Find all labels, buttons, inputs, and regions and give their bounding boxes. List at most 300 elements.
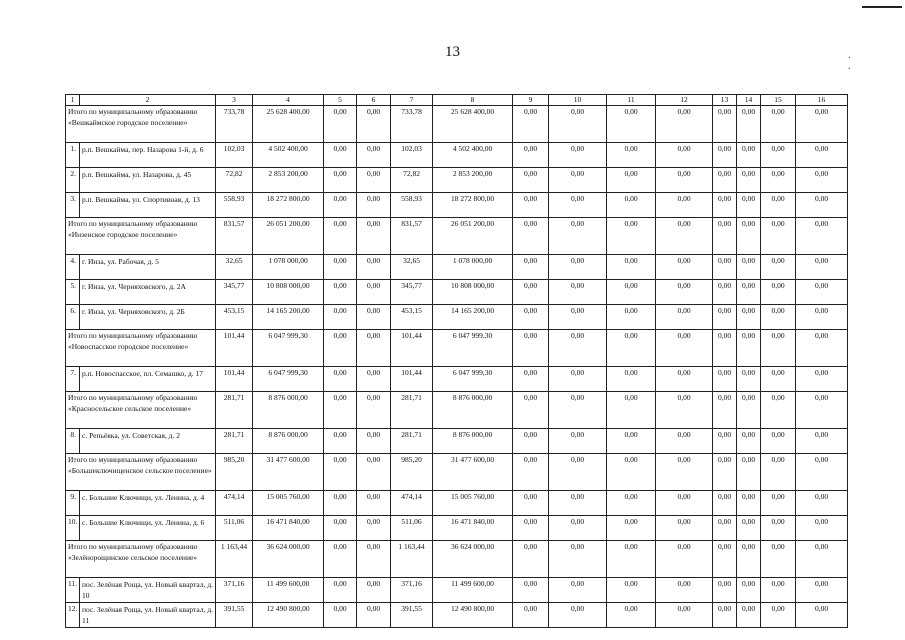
value-cell: 831,57 [216, 218, 253, 255]
value-cell: 0,00 [761, 168, 796, 193]
value-cell: 0,00 [549, 541, 607, 578]
value-cell: 0,00 [761, 367, 796, 392]
value-cell: 0,00 [713, 603, 737, 628]
address: р.п. Новоспасское, пл. Семашко, д. 17 [80, 367, 216, 392]
value-cell: 0,00 [607, 429, 656, 454]
address: с. Большие Ключищи, ул. Ленина, д. 4 [80, 491, 216, 516]
table-row [66, 143, 848, 168]
value-cell: 0,00 [656, 193, 713, 218]
value-cell: 102,03 [391, 143, 433, 168]
value-cell: 0,00 [513, 168, 549, 193]
value-cell: 0,00 [549, 367, 607, 392]
value-cell: 0,00 [324, 578, 357, 603]
value-cell: 31 477 600,00 [253, 454, 324, 491]
value-cell: 0,00 [656, 578, 713, 603]
value-cell: 0,00 [761, 106, 796, 143]
value-cell: 0,00 [324, 491, 357, 516]
value-cell: 0,00 [713, 367, 737, 392]
value-cell: 18 272 800,00 [253, 193, 324, 218]
value-cell: 0,00 [607, 218, 656, 255]
value-cell: 0,00 [357, 106, 391, 143]
value-cell: 0,00 [324, 330, 357, 367]
address: г. Инза, ул. Рабочая, д. 5 [80, 255, 216, 280]
value-cell: 0,00 [357, 491, 391, 516]
value-cell: 0,00 [607, 255, 656, 280]
value-cell: 281,71 [216, 429, 253, 454]
page-number: 13 [445, 44, 460, 60]
value-cell: 0,00 [357, 168, 391, 193]
value-cell: 0,00 [737, 578, 761, 603]
value-cell: 0,00 [607, 541, 656, 578]
value-cell: 101,44 [216, 330, 253, 367]
value-cell: 0,00 [761, 143, 796, 168]
value-cell: 0,00 [737, 168, 761, 193]
value-cell: 0,00 [549, 330, 607, 367]
value-cell: 0,00 [513, 143, 549, 168]
value-cell: 371,16 [391, 578, 433, 603]
value-cell: 0,00 [656, 218, 713, 255]
value-cell: 0,00 [656, 255, 713, 280]
value-cell: 25 628 400,00 [433, 106, 513, 143]
value-cell: 0,00 [357, 454, 391, 491]
municipality-name: Итого по муниципальному образованию «Вешкаймское городское поселение» [66, 106, 216, 143]
value-cell: 0,00 [737, 491, 761, 516]
value-cell: 0,00 [357, 367, 391, 392]
table-body [66, 95, 848, 628]
value-cell: 1 163,44 [216, 541, 253, 578]
municipality-name: Итого по муниципальному образованию «Новоспасское городское поселение» [66, 330, 216, 367]
value-cell: 391,55 [391, 603, 433, 628]
value-cell: 0,00 [656, 429, 713, 454]
value-cell: 0,00 [713, 454, 737, 491]
value-cell: 0,00 [713, 193, 737, 218]
row-number: 12. [66, 603, 80, 628]
value-cell: 0,00 [607, 491, 656, 516]
value-cell: 0,00 [357, 305, 391, 330]
value-cell: 0,00 [761, 280, 796, 305]
value-cell: 0,00 [513, 367, 549, 392]
value-cell: 0,00 [713, 578, 737, 603]
municipality-total-row [66, 454, 848, 491]
value-cell: 0,00 [796, 143, 848, 168]
address: г. Инза, ул. Черняховского, д. 2А [80, 280, 216, 305]
column-number: 12 [656, 95, 713, 106]
column-number: 7 [391, 95, 433, 106]
address: р.п. Вешкайма, ул. Назарова, д. 45 [80, 168, 216, 193]
table-row [66, 491, 848, 516]
value-cell: 1 078 000,00 [253, 255, 324, 280]
value-cell: 0,00 [796, 454, 848, 491]
value-cell: 0,00 [549, 218, 607, 255]
header-rule [862, 6, 902, 8]
column-number: 4 [253, 95, 324, 106]
value-cell: 11 499 600,00 [253, 578, 324, 603]
value-cell: 0,00 [713, 305, 737, 330]
table-row [66, 516, 848, 541]
value-cell: 0,00 [796, 218, 848, 255]
value-cell: 0,00 [324, 106, 357, 143]
column-number: 6 [357, 95, 391, 106]
municipality-total-row [66, 218, 848, 255]
column-number: 8 [433, 95, 513, 106]
value-cell: 0,00 [761, 330, 796, 367]
value-cell: 0,00 [796, 491, 848, 516]
value-cell: 0,00 [713, 429, 737, 454]
value-cell: 0,00 [656, 516, 713, 541]
value-cell: 0,00 [737, 305, 761, 330]
value-cell: 0,00 [607, 603, 656, 628]
value-cell: 0,00 [549, 429, 607, 454]
value-cell: 0,00 [713, 516, 737, 541]
value-cell: 0,00 [549, 106, 607, 143]
value-cell: 0,00 [761, 541, 796, 578]
value-cell: 0,00 [761, 305, 796, 330]
row-number: 3. [66, 193, 80, 218]
value-cell: 0,00 [357, 255, 391, 280]
value-cell: 0,00 [713, 106, 737, 143]
value-cell: 0,00 [796, 367, 848, 392]
value-cell: 0,00 [737, 280, 761, 305]
value-cell: 101,44 [216, 367, 253, 392]
value-cell: 25 628 400,00 [253, 106, 324, 143]
value-cell: 0,00 [357, 280, 391, 305]
value-cell: 102,03 [216, 143, 253, 168]
value-cell: 31 477 600,00 [433, 454, 513, 491]
table-row [66, 367, 848, 392]
value-cell: 0,00 [796, 255, 848, 280]
value-cell: 0,00 [796, 280, 848, 305]
value-cell: 0,00 [713, 491, 737, 516]
value-cell: 0,00 [324, 280, 357, 305]
value-cell: 474,14 [391, 491, 433, 516]
value-cell: 0,00 [761, 429, 796, 454]
row-number: 1. [66, 143, 80, 168]
value-cell: 0,00 [549, 255, 607, 280]
value-cell: 0,00 [737, 541, 761, 578]
value-cell: 101,44 [391, 367, 433, 392]
value-cell: 0,00 [357, 578, 391, 603]
value-cell: 0,00 [737, 392, 761, 429]
value-cell: 0,00 [549, 280, 607, 305]
value-cell: 0,00 [357, 143, 391, 168]
value-cell: 0,00 [761, 454, 796, 491]
row-number: 11. [66, 578, 80, 603]
value-cell: 0,00 [607, 280, 656, 305]
value-cell: 0,00 [737, 193, 761, 218]
table-row [66, 305, 848, 330]
municipality-name: Итого по муниципальному образованию «Большеключищенское сельское поселение» [66, 454, 216, 491]
value-cell: 0,00 [796, 578, 848, 603]
row-number: 4. [66, 255, 80, 280]
value-cell: 0,00 [656, 305, 713, 330]
value-cell: 36 624 000,00 [433, 541, 513, 578]
value-cell: 0,00 [796, 429, 848, 454]
value-cell: 0,00 [549, 392, 607, 429]
value-cell: 0,00 [549, 305, 607, 330]
value-cell: 26 051 200,00 [433, 218, 513, 255]
value-cell: 0,00 [607, 330, 656, 367]
value-cell: 0,00 [513, 280, 549, 305]
value-cell: 0,00 [513, 541, 549, 578]
row-number: 6. [66, 305, 80, 330]
value-cell: 4 502 400,00 [253, 143, 324, 168]
row-number: 9. [66, 491, 80, 516]
value-cell: 0,00 [796, 330, 848, 367]
row-number: 8. [66, 429, 80, 454]
table-row [66, 280, 848, 305]
value-cell: 281,71 [391, 429, 433, 454]
value-cell: 0,00 [324, 541, 357, 578]
value-cell: 0,00 [713, 255, 737, 280]
value-cell: 11 499 600,00 [433, 578, 513, 603]
value-cell: 0,00 [656, 106, 713, 143]
municipality-total-row [66, 541, 848, 578]
value-cell: 0,00 [324, 143, 357, 168]
municipality-name: Итого по муниципальному образованию «Красносельское сельское поселение» [66, 392, 216, 429]
value-cell: 0,00 [357, 603, 391, 628]
value-cell: 345,77 [216, 280, 253, 305]
value-cell: 733,78 [391, 106, 433, 143]
value-cell: 0,00 [324, 218, 357, 255]
value-cell: 0,00 [513, 516, 549, 541]
value-cell: 985,20 [216, 454, 253, 491]
value-cell: 0,00 [737, 516, 761, 541]
value-cell: 0,00 [513, 578, 549, 603]
value-cell: 558,93 [216, 193, 253, 218]
value-cell: 371,16 [216, 578, 253, 603]
value-cell: 0,00 [549, 168, 607, 193]
column-number: 13 [713, 95, 737, 106]
value-cell: 0,00 [713, 330, 737, 367]
value-cell: 0,00 [357, 541, 391, 578]
value-cell: 0,00 [737, 367, 761, 392]
value-cell: 0,00 [656, 541, 713, 578]
value-cell: 558,93 [391, 193, 433, 218]
address: с. Репьёвка, ул. Советская, д. 2 [80, 429, 216, 454]
value-cell: 0,00 [737, 454, 761, 491]
value-cell: 0,00 [796, 168, 848, 193]
table-row [66, 193, 848, 218]
value-cell: 0,00 [324, 429, 357, 454]
value-cell: 0,00 [761, 578, 796, 603]
table-row [66, 255, 848, 280]
value-cell: 15 005 760,00 [433, 491, 513, 516]
value-cell: 18 272 800,00 [433, 193, 513, 218]
value-cell: 985,20 [391, 454, 433, 491]
value-cell: 0,00 [607, 193, 656, 218]
value-cell: 4 502 400,00 [433, 143, 513, 168]
row-number: 10. [66, 516, 80, 541]
value-cell: 0,00 [656, 168, 713, 193]
value-cell: 0,00 [324, 305, 357, 330]
value-cell: 0,00 [796, 106, 848, 143]
column-number: 3 [216, 95, 253, 106]
value-cell: 8 876 000,00 [433, 429, 513, 454]
value-cell: 453,15 [391, 305, 433, 330]
housing-table [65, 94, 848, 628]
value-cell: 0,00 [324, 367, 357, 392]
value-cell: 0,00 [549, 143, 607, 168]
value-cell: 0,00 [737, 106, 761, 143]
value-cell: 0,00 [656, 392, 713, 429]
value-cell: 0,00 [713, 392, 737, 429]
value-cell: 0,00 [713, 168, 737, 193]
value-cell: 0,00 [796, 305, 848, 330]
value-cell: 0,00 [607, 578, 656, 603]
table-row [66, 429, 848, 454]
value-cell: 0,00 [357, 429, 391, 454]
value-cell: 0,00 [513, 429, 549, 454]
value-cell: 281,71 [391, 392, 433, 429]
column-number: 11 [607, 95, 656, 106]
value-cell: 2 853 200,00 [433, 168, 513, 193]
column-number: 16 [796, 95, 848, 106]
address: р.п. Вешкайма, пер. Назарова 1-й, д. 6 [80, 143, 216, 168]
value-cell: 0,00 [656, 280, 713, 305]
value-cell: 10 808 000,00 [433, 280, 513, 305]
row-number: 5. [66, 280, 80, 305]
value-cell: 1 078 000,00 [433, 255, 513, 280]
value-cell: 0,00 [796, 541, 848, 578]
value-cell: 0,00 [796, 516, 848, 541]
value-cell: 0,00 [357, 193, 391, 218]
value-cell: 2 853 200,00 [253, 168, 324, 193]
value-cell: 0,00 [713, 218, 737, 255]
value-cell: 0,00 [549, 454, 607, 491]
value-cell: 101,44 [391, 330, 433, 367]
value-cell: 6 047 999,30 [433, 330, 513, 367]
value-cell: 0,00 [737, 330, 761, 367]
value-cell: 0,00 [549, 578, 607, 603]
column-number: 2 [80, 95, 216, 106]
value-cell: 0,00 [549, 603, 607, 628]
value-cell: 32,65 [391, 255, 433, 280]
value-cell: 1 163,44 [391, 541, 433, 578]
value-cell: 14 165 200,00 [253, 305, 324, 330]
value-cell: 0,00 [513, 392, 549, 429]
municipality-total-row [66, 106, 848, 143]
column-number-row [66, 95, 848, 106]
row-number: 2. [66, 168, 80, 193]
value-cell: 0,00 [513, 330, 549, 367]
value-cell: 0,00 [737, 603, 761, 628]
table-row [66, 603, 848, 628]
value-cell: 6 047 999,30 [433, 367, 513, 392]
value-cell: 0,00 [737, 143, 761, 168]
value-cell: 0,00 [796, 603, 848, 628]
municipality-name: Итого по муниципальному образованию «Зелёнорощинское сельское поселение» [66, 541, 216, 578]
value-cell: 0,00 [656, 330, 713, 367]
value-cell: 0,00 [761, 491, 796, 516]
value-cell: 8 876 000,00 [253, 392, 324, 429]
municipality-total-row [66, 392, 848, 429]
value-cell: 15 005 760,00 [253, 491, 324, 516]
municipality-name: Итого по муниципальному образованию «Инзенское городское поселение» [66, 218, 216, 255]
value-cell: 72,82 [391, 168, 433, 193]
value-cell: 0,00 [357, 516, 391, 541]
value-cell: 345,77 [391, 280, 433, 305]
value-cell: 14 165 200,00 [433, 305, 513, 330]
value-cell: 12 490 800,00 [433, 603, 513, 628]
value-cell: 0,00 [357, 218, 391, 255]
value-cell: 0,00 [607, 168, 656, 193]
value-cell: 0,00 [607, 454, 656, 491]
value-cell: 0,00 [607, 106, 656, 143]
value-cell: 0,00 [513, 454, 549, 491]
address: с. Большие Ключищи, ул. Ленина, д. 6 [80, 516, 216, 541]
value-cell: 0,00 [737, 429, 761, 454]
table-row [66, 578, 848, 603]
value-cell: 0,00 [607, 392, 656, 429]
value-cell: 0,00 [549, 491, 607, 516]
value-cell: 10 808 000,00 [253, 280, 324, 305]
column-number: 15 [761, 95, 796, 106]
value-cell: 0,00 [656, 454, 713, 491]
value-cell: 0,00 [713, 541, 737, 578]
value-cell: 8 876 000,00 [253, 429, 324, 454]
value-cell: 0,00 [324, 603, 357, 628]
value-cell: 733,78 [216, 106, 253, 143]
value-cell: 6 047 999,30 [253, 330, 324, 367]
value-cell: 0,00 [607, 305, 656, 330]
value-cell: 36 624 000,00 [253, 541, 324, 578]
value-cell: 281,71 [216, 392, 253, 429]
value-cell: 0,00 [513, 255, 549, 280]
value-cell: 0,00 [761, 255, 796, 280]
value-cell: 0,00 [357, 330, 391, 367]
column-number: 10 [549, 95, 607, 106]
value-cell: 0,00 [513, 305, 549, 330]
value-cell: 474,14 [216, 491, 253, 516]
value-cell: 391,55 [216, 603, 253, 628]
value-cell: 16 471 840,00 [253, 516, 324, 541]
value-cell: 0,00 [656, 143, 713, 168]
value-cell: 0,00 [607, 143, 656, 168]
value-cell: 0,00 [761, 516, 796, 541]
municipality-total-row [66, 330, 848, 367]
value-cell: 511,06 [216, 516, 253, 541]
value-cell: 0,00 [357, 392, 391, 429]
value-cell: 0,00 [761, 603, 796, 628]
value-cell: 0,00 [513, 193, 549, 218]
value-cell: 0,00 [761, 392, 796, 429]
value-cell: 32,65 [216, 255, 253, 280]
value-cell: 0,00 [324, 168, 357, 193]
value-cell: 831,57 [391, 218, 433, 255]
value-cell: 0,00 [549, 193, 607, 218]
value-cell: 0,00 [761, 218, 796, 255]
value-cell: 0,00 [324, 193, 357, 218]
value-cell: 0,00 [761, 193, 796, 218]
value-cell: 0,00 [324, 255, 357, 280]
value-cell: 72,82 [216, 168, 253, 193]
value-cell: 0,00 [549, 516, 607, 541]
address: г. Инза, ул. Черняховского, д. 2Б [80, 305, 216, 330]
value-cell: 0,00 [324, 392, 357, 429]
column-number: 1 [66, 95, 80, 106]
value-cell: 0,00 [737, 218, 761, 255]
value-cell: 26 051 200,00 [253, 218, 324, 255]
value-cell: 0,00 [737, 255, 761, 280]
scan-marks: . . [848, 50, 873, 72]
value-cell: 0,00 [713, 143, 737, 168]
column-number: 5 [324, 95, 357, 106]
row-number: 7. [66, 367, 80, 392]
value-cell: 6 047 999,30 [253, 367, 324, 392]
value-cell: 0,00 [796, 193, 848, 218]
value-cell: 0,00 [713, 280, 737, 305]
address: р.п. Вешкайма, ул. Спортивная, д. 13 [80, 193, 216, 218]
